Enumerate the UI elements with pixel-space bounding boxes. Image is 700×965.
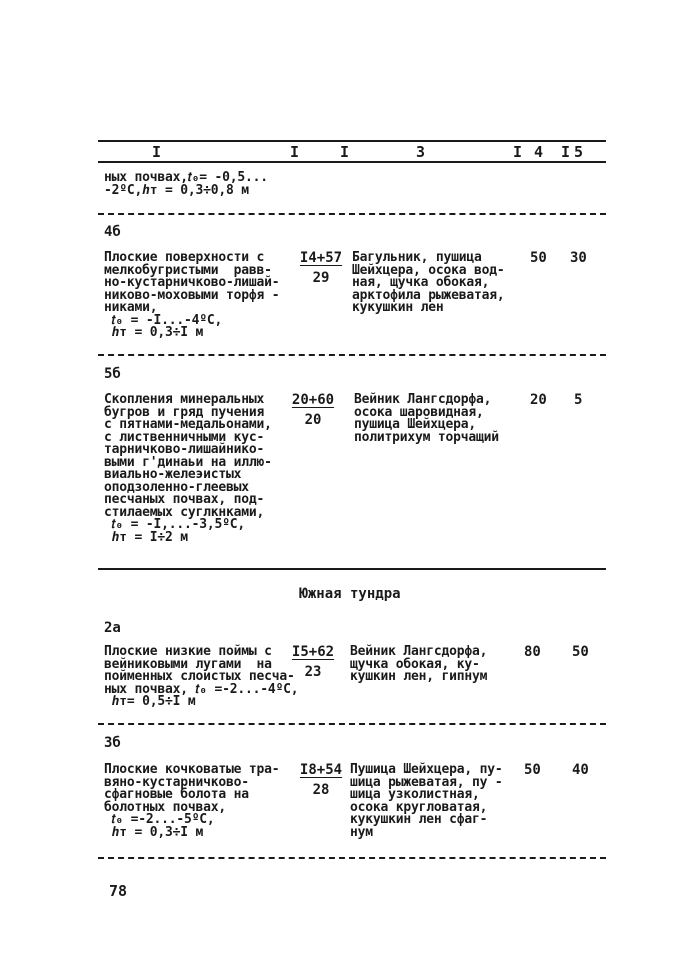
header-separator: I <box>340 143 350 161</box>
formula-numerator: I5+62 <box>291 644 335 660</box>
header-separator: I <box>513 143 523 161</box>
row-divider <box>98 354 606 356</box>
row-id: 3б <box>104 735 121 751</box>
row-id: 4б <box>104 224 121 240</box>
value-col-5: 30 <box>570 250 587 266</box>
landscape-description: Скопления минеральных бугров и гряд пучения с пятнами-медальонами, с лиственничными кус- тарничково-лишайнико- выми г'динаьи на иллю- виально-желеэистых оподзоленно-глеевых песчаных почвах, под- стилаемых суглкнками, 𝑡₀ = -I,...-3,5ºC, ℎᴛ = I÷2 м <box>104 392 272 545</box>
landscape-description: Плоские низкие поймы с вейниковыми лугами на пойменных слоистых песча- ных почвах, 𝑡₀ =-2...-4ºC, ℎᴛ= 0,5÷I м <box>104 644 299 709</box>
header-col-5: 5 <box>574 143 584 161</box>
value-col-4: 50 <box>530 250 547 266</box>
row-id: 5б <box>104 366 121 382</box>
header-col-4: 4 <box>534 143 544 161</box>
landscape-formula <box>296 762 346 798</box>
table-bottom-rule <box>98 857 606 859</box>
vegetation-species: Пушица Шейхцера, пу- шица рыжеватая, пу - шица узколистная, осока кругловатая, кукушкин лен сфаг- нум <box>350 762 503 840</box>
header-separator: I <box>561 143 571 161</box>
header-col-3: 3 <box>416 143 426 161</box>
header-bottom-rule <box>98 161 606 163</box>
header-separator: I <box>290 143 300 161</box>
formula-numerator: 20+60 <box>291 392 335 408</box>
table-top-rule <box>98 140 606 142</box>
header-col-1: I <box>152 143 162 161</box>
landscape-formula <box>296 250 346 286</box>
landscape-description: Плоские поверхности с мелкобугристыми равв- но-кустарничково-лишай- никово-моховыми торфя - никами, 𝑡₀ = -I...-4ºC, ℎᴛ = 0,3÷I м <box>104 250 280 340</box>
vegetation-species: Багульник, пушица Шейхцера, осока вод- ная, щучка обокая, арктофила рыжеватая, кукушкин лен <box>352 250 505 315</box>
page-number: 78 <box>109 882 128 900</box>
value-col-4: 50 <box>524 762 541 778</box>
row-id: 2а <box>104 620 121 636</box>
landscape-description: Плоские кочковатые тра- вяно-кустарничково- сфагновые болота на болотных почвах, 𝑡₀ =-2...-5ºC, ℎᴛ = 0,3÷I м <box>104 762 280 840</box>
vegetation-species: Вейник Лангсдорфа, щучка обокая, ку- кушкин лен, гипнум <box>350 644 488 684</box>
formula-denominator: 28 <box>312 782 330 798</box>
value-col-4: 20 <box>530 392 547 408</box>
formula-denominator: 29 <box>312 270 330 286</box>
landscape-formula <box>288 392 338 428</box>
value-col-5: 50 <box>572 644 589 660</box>
formula-denominator: 20 <box>304 412 322 428</box>
value-col-5: 40 <box>572 762 589 778</box>
value-col-4: 80 <box>524 644 541 660</box>
formula-numerator: I4+57 <box>299 250 343 266</box>
landscape-formula <box>288 644 338 680</box>
row-divider <box>98 213 606 215</box>
continuation-text: ных почвах,𝑡₀= -0,5... -2ºC,ℎᴛ = 0,3÷0,8 м <box>104 170 268 198</box>
section-title: Южная тундра <box>299 586 401 602</box>
section-rule <box>98 568 606 570</box>
formula-numerator: I8+54 <box>299 762 343 778</box>
vegetation-species: Вейник Лангсдорфа, осока шаровидная, пушица Шейхцера, политрихум торчащий <box>354 392 499 445</box>
formula-denominator: 23 <box>304 664 322 680</box>
value-col-5: 5 <box>574 392 583 408</box>
row-divider <box>98 723 606 725</box>
